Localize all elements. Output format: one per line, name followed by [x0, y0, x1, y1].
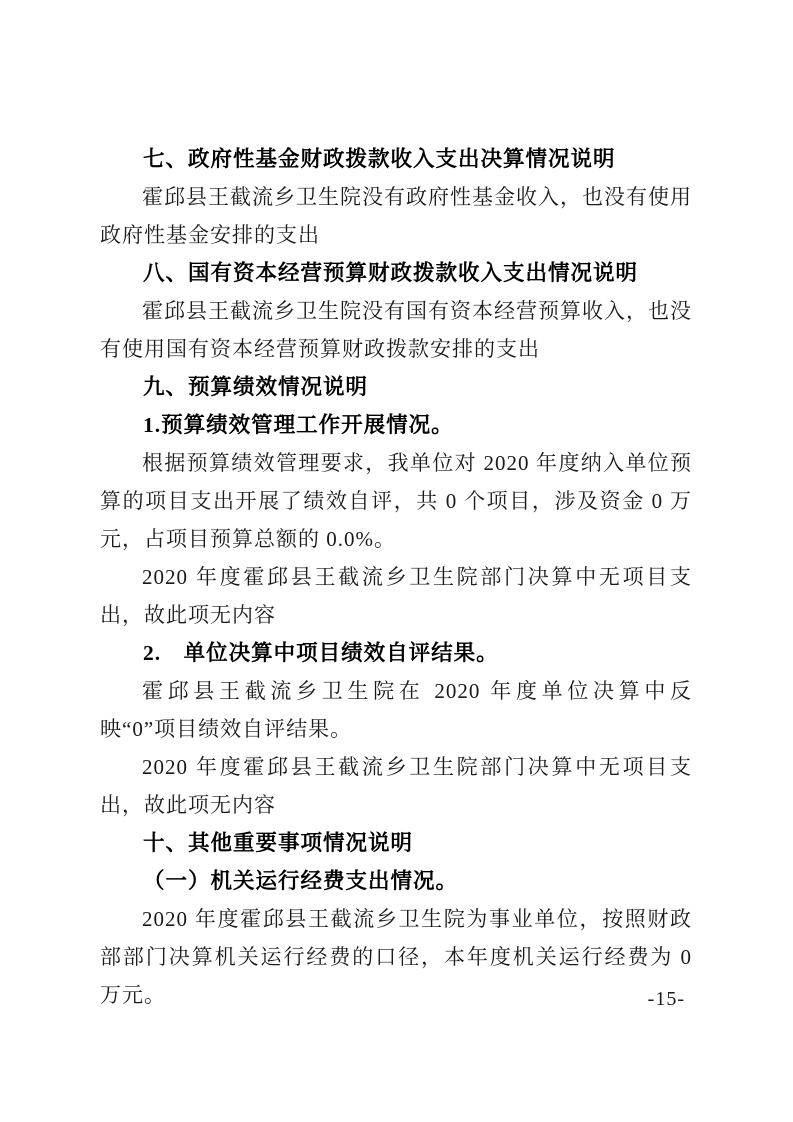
section-heading-budget-performance: 九、预算绩效情况说明	[143, 375, 369, 399]
paragraph-evaluation-results: 霍邱县王截流乡卫生院在 2020 年度单位决算中反映“0”项目绩效自评结果。	[100, 679, 692, 741]
section-heading-state-capital: 八、国有资本经营预算财政拨款收入支出情况说明	[143, 261, 639, 285]
paragraph-state-capital: 霍邱县王截流乡卫生院没有国有资本经营预算收入，也没有使用国有资本经营预算财政拨款安排的支出	[100, 299, 692, 361]
section-heading-other-matters: 十、其他重要事项情况说明	[143, 831, 414, 855]
paragraph-no-project-expenditure-1: 2020 年度霍邱县王截流乡卫生院部门决算中无项目支出，故此项无内容	[100, 565, 692, 627]
subheading-operating-expenses: （一）机关运行经费支出情况。	[143, 869, 459, 893]
section-heading-gov-fund: 七、政府性基金财政拨款收入支出决算情况说明	[143, 147, 616, 171]
subheading-performance-management: 1.预算绩效管理工作开展情况。	[143, 413, 454, 437]
document-body	[100, 140, 692, 1014]
subheading-self-evaluation-results: 2. 单位决算中项目绩效自评结果。	[143, 641, 499, 665]
page-number: -15-	[647, 988, 685, 1010]
paragraph-no-project-expenditure-2: 2020 年度霍邱县王截流乡卫生院部门决算中无项目支出，故此项无内容	[100, 755, 692, 817]
paragraph-operating-expenses: 2020 年度霍邱县王截流乡卫生院为事业单位，按照财政部部门决算机关运行经费的口径，本年度机关运行经费为 0 万元。	[100, 907, 692, 1007]
paragraph-performance-self-evaluation: 根据预算绩效管理要求，我单位对 2020 年度纳入单位预算的项目支出开展了绩效自评，共 0 个项目，涉及资金 0 万元，占项目预算总额的 0.0%。	[100, 451, 692, 551]
paragraph-gov-fund: 霍邱县王截流乡卫生院没有政府性基金收入，也没有使用政府性基金安排的支出	[100, 185, 692, 247]
